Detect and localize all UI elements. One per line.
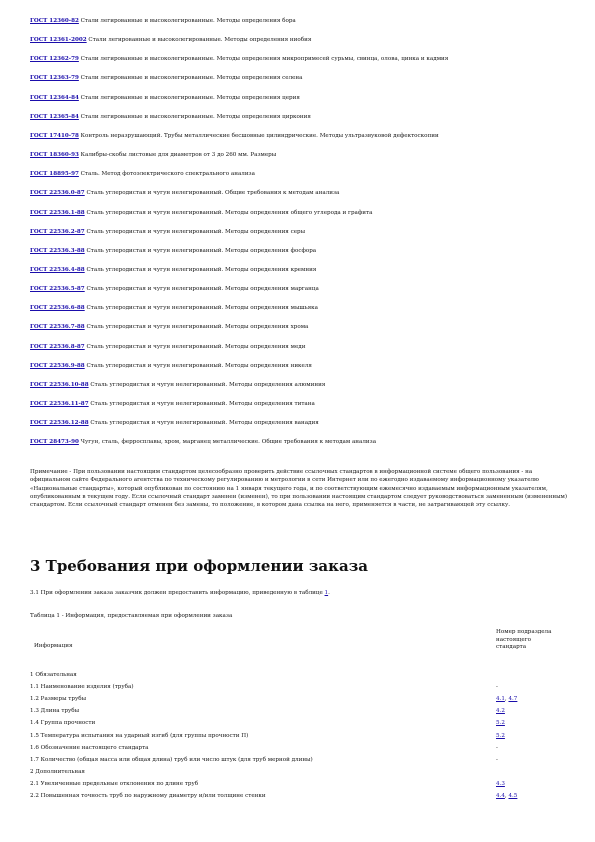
- reference-title: Сталь углеродистая и чугун нелегированный. Методы определения фосфора: [84, 247, 317, 254]
- subsection-link[interactable]: 4.1: [496, 696, 505, 703]
- reference-item: [30, 170, 575, 178]
- reference-item: [30, 55, 575, 63]
- reference-link[interactable]: ГОСТ 22536.9-88: [30, 362, 85, 369]
- reference-link[interactable]: ГОСТ 12364-84: [30, 94, 79, 101]
- reference-title: Сталь углеродистая и чугун нелегированный. Методы определения марганца: [84, 286, 319, 293]
- table-link[interactable]: 1: [324, 590, 329, 596]
- subsection-link[interactable]: 4.5: [508, 793, 518, 799]
- table-cell-info: 1 Обязательная: [30, 672, 77, 678]
- reference-link[interactable]: ГОСТ 22536.3-88: [30, 247, 85, 254]
- reference-item: [30, 266, 575, 274]
- reference-link[interactable]: ГОСТ 22536.11-87: [30, 401, 89, 407]
- reference-link[interactable]: ГОСТ 12361-2002: [30, 37, 87, 44]
- reference-item: [30, 438, 575, 446]
- reference-item: [30, 228, 575, 236]
- table-caption: Таблица 1 - Информация, предоставляемая при оформлении заказа: [30, 613, 233, 619]
- reference-note: Примечание - При пользовании настоящим стандартом целесообразно проверить действие ссылочных стандартов в информационной системе общего пользования - на официальном сайте Федерального агентства по техническому регулированию и метрологии в сети Интернет или по ежегодно издаваемому информационному указателю «Национальные стандарты», который опубликован по состоянию на 1 января текущего года, и по соответствующим ежемесячно издаваемым информационным указателям, опубликованным в текущем году. Если ссылочный стандарт заменен (изменен), то при пользовании настоящим стандартом следует руководствоваться замененным (измененным) стандартом. Если ссылочный стандарт отменен без замены, то положение, в котором дана ссылка на него, применяется в части, не затрагивающей эту ссылку.: [30, 469, 568, 509]
- reference-link[interactable]: ГОСТ 22536.10-88: [30, 381, 89, 388]
- reference-item: [30, 113, 575, 121]
- reference-item: [30, 419, 575, 427]
- reference-title: Стали легированные и высоколегированные. Методы определения микропримесей сурьмы, свинца, олова, цинка и кадмия: [78, 56, 449, 63]
- reference-item: [30, 381, 575, 389]
- table-header-info: Информация: [34, 643, 73, 649]
- reference-title: Сталь углеродистая и чугун нелегированный. Общие требования к методам анализа: [84, 190, 340, 197]
- table-cell-info: 1.5 Температура испытания на ударный изгиб (для группы прочности П): [30, 732, 249, 739]
- table-row: [30, 681, 570, 693]
- subsection-link[interactable]: 4.3: [496, 780, 505, 787]
- reference-item: [30, 189, 575, 197]
- section-heading: 3 Требования при оформлении заказа: [30, 557, 368, 575]
- reference-link[interactable]: ГОСТ 22536.1-88: [30, 209, 85, 216]
- table-cell-info: 1.4 Группа прочности: [30, 720, 96, 727]
- table-cell-info: 2.2 Повышенная точность труб по наружному диаметру и/или толщине стенки: [30, 793, 266, 799]
- reference-title: Сталь углеродистая и чугун нелегированный. Методы определения титана: [88, 401, 315, 407]
- reference-title: Сталь углеродистая и чугун нелегированный. Методы определения меди: [84, 343, 306, 350]
- table-row: [30, 778, 570, 790]
- table-cell-info: 2 Дополнительная: [30, 768, 85, 775]
- table-row: [30, 766, 570, 778]
- reference-title: Стали легированные и высоколегированные. Методы определения бора: [78, 18, 296, 24]
- table-row: [30, 717, 570, 729]
- reference-link[interactable]: ГОСТ 17410-78: [30, 132, 79, 139]
- reference-title: Стали легированные и высоколегированные. Методы определения ниобия: [86, 37, 312, 44]
- paragraph-text: 3.1 При оформлении заказа заказчик должен предоставить информацию, приведенную в таблице: [30, 590, 325, 596]
- table-row: [30, 705, 570, 717]
- reference-link[interactable]: ГОСТ 22536.8-87: [30, 343, 85, 350]
- reference-link[interactable]: ГОСТ 28473-90: [30, 439, 79, 446]
- subsection-link[interactable]: 4.7: [508, 696, 518, 703]
- reference-title: Сталь углеродистая и чугун нелегированный. Методы определения серы: [84, 228, 306, 235]
- reference-link[interactable]: ГОСТ 12365-84: [30, 113, 79, 120]
- reference-title: Стали легированные и высоколегированные. Методы определения церия: [78, 94, 300, 101]
- reference-item: [30, 132, 575, 140]
- reference-item: [30, 343, 575, 351]
- reference-item: [30, 74, 575, 82]
- reference-title: Чугун, сталь, ферросплавы, хром, марганец металлические. Общие требования к методам анализа: [78, 439, 377, 446]
- subsection-link[interactable]: 5.2: [496, 732, 505, 739]
- table-row: [30, 730, 570, 742]
- table-header-number: Номер подраздела настоящего стандарта: [496, 629, 552, 651]
- table-cell-ref: -: [496, 756, 498, 763]
- table-cell-ref: 4.1, 4.7: [496, 696, 518, 703]
- reference-link[interactable]: ГОСТ 22536.12-88: [30, 420, 89, 427]
- reference-item: [30, 323, 575, 331]
- reference-item: [30, 209, 575, 217]
- reference-item: [30, 304, 575, 312]
- reference-item: [30, 400, 575, 408]
- table-cell-ref: 4.4, 4.5: [496, 793, 518, 799]
- table-cell-info: 1.1 Наименование изделия (труба): [30, 684, 134, 691]
- reference-link[interactable]: ГОСТ 18360-93: [30, 152, 79, 159]
- reference-title: Сталь углеродистая и чугун нелегированный. Методы определения ванадия: [88, 420, 319, 427]
- reference-link[interactable]: ГОСТ 22536.4-88: [30, 266, 85, 273]
- subsection-link[interactable]: 4.2: [496, 708, 505, 715]
- table-cell-info: 1.2 Размеры трубы: [30, 696, 87, 703]
- reference-title: Сталь углеродистая и чугун нелегированный. Методы определения алюминия: [88, 381, 326, 388]
- table-row: [30, 669, 570, 681]
- table-cell-info: 1.6 Обозначение настоящего стандарта: [30, 744, 149, 751]
- reference-title: Сталь углеродистая и чугун нелегированный. Методы определения кремния: [84, 266, 317, 273]
- reference-item: [30, 247, 575, 255]
- reference-link[interactable]: ГОСТ 18895-97: [30, 171, 79, 178]
- reference-item: [30, 285, 575, 293]
- reference-title: Сталь углеродистая и чугун нелегированный. Методы определения хрома: [84, 324, 309, 331]
- reference-link[interactable]: ГОСТ 12362-79: [30, 56, 79, 63]
- table-cell-ref: -: [496, 684, 498, 691]
- table-cell-ref: [496, 705, 505, 717]
- table-cell-info: 1.3 Длина трубы: [30, 708, 80, 715]
- reference-link[interactable]: ГОСТ 22536.6-88: [30, 305, 85, 312]
- reference-title: Сталь углеродистая и чугун нелегированный. Методы определения общего углерода и графита: [84, 209, 373, 216]
- table-cell-ref: [496, 730, 505, 742]
- reference-title: Сталь. Метод фотоэлектрического спектрального анализа: [78, 171, 255, 178]
- reference-link[interactable]: ГОСТ 22536.7-88: [30, 324, 85, 331]
- reference-link[interactable]: ГОСТ 22536.0-87: [30, 190, 85, 197]
- reference-title: Сталь углеродистая и чугун нелегированный. Методы определения никеля: [84, 362, 312, 369]
- table-cell-info: 1.7 Количество (общая масса или общая длина) труб или число штук (для труб мерной длины): [30, 756, 313, 763]
- reference-title: Стали легированные и высоколегированные. Методы определения циркония: [78, 113, 311, 120]
- reference-item: [30, 17, 575, 25]
- reference-title: Контроль неразрушающий. Трубы металлические бесшовные цилиндрические. Методы ультразвуковой дефектоскопии: [78, 132, 439, 139]
- table-cell-info: 2.1 Увеличенные предельные отклонения по длине труб: [30, 780, 199, 787]
- table-row: [30, 693, 570, 705]
- subsection-link[interactable]: 4.4: [496, 793, 505, 799]
- reference-title: Сталь углеродистая и чугун нелегированный. Методы определения мышьяка: [84, 305, 319, 312]
- reference-link[interactable]: ГОСТ 12363-79: [30, 75, 79, 82]
- order-paragraph: [30, 589, 570, 597]
- table-row: [30, 790, 570, 802]
- reference-item: [30, 362, 575, 370]
- reference-item: [30, 151, 575, 159]
- table-row: [30, 742, 570, 754]
- table-cell-ref: -: [496, 744, 498, 751]
- reference-title: Стали легированные и высоколегированные. Методы определения селена: [78, 75, 303, 82]
- reference-item: [30, 36, 575, 44]
- reference-link[interactable]: ГОСТ 22536.2-87: [30, 228, 85, 235]
- table-cell-ref: [496, 717, 505, 729]
- reference-title: Калибры-скобы листовые для диаметров от 3 до 260 мм. Размеры: [78, 152, 277, 159]
- reference-link[interactable]: ГОСТ 12360-82: [30, 18, 79, 24]
- subsection-link[interactable]: 5.2: [496, 720, 505, 727]
- table-row: [30, 754, 570, 766]
- reference-item: [30, 94, 575, 102]
- reference-link[interactable]: ГОСТ 22536.5-87: [30, 286, 85, 293]
- paragraph-end: .: [328, 590, 330, 596]
- table-cell-ref: [496, 778, 505, 790]
